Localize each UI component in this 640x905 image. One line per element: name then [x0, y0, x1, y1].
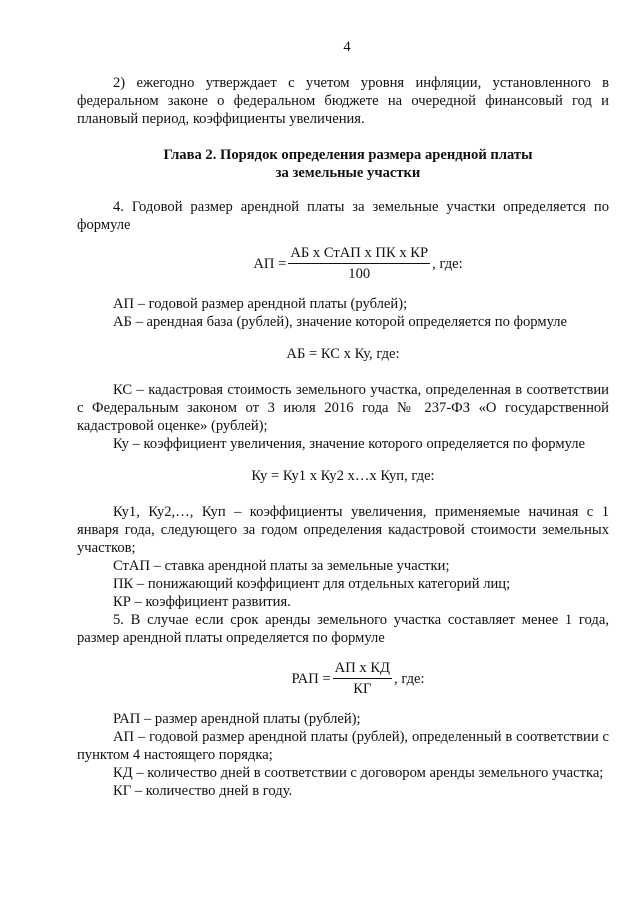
chapter-title-line-1: Глава 2. Порядок определения размера арендной платы: [163, 147, 533, 163]
chapter-title-line-2: за земельные участки: [275, 165, 421, 181]
chapter-title: [87, 146, 609, 182]
definition-kd: КД – количество дней в соответствии с договором аренды земельного участка;: [113, 765, 604, 781]
formula-ap-tail: , где:: [432, 255, 463, 272]
definition-pk: ПК – понижающий коэффициент для отдельных категорий лиц;: [113, 576, 511, 592]
definition-ap: АП – годовой размер арендной платы (рублей);: [113, 296, 408, 312]
page-number: 4: [343, 39, 351, 55]
formula-rap-fraction: [333, 659, 392, 698]
definition-ab: АБ – арендная база (рублей), значение которой определяется по формуле: [113, 314, 568, 330]
formula-ap-lhs: АП =: [253, 255, 287, 272]
formula-rap-lhs: РАП =: [291, 670, 331, 687]
formula-rap-numerator: АП х КД: [333, 659, 392, 679]
definition-stap: СтАП – ставка арендной платы за земельные участки;: [113, 558, 450, 574]
definition-ks: КС – кадастровая стоимость земельного участка, определенная в соответствии с Федеральным законом от 3 июля 2016 года № 237-ФЗ «О государственной кадастровой оценке» (рублей);: [77, 382, 609, 434]
page-content: [77, 38, 609, 800]
paragraph-4: 4. Годовой размер арендной платы за земельные участки определяется по формуле: [77, 199, 609, 233]
formula-ku: Ку = Ку1 х Ку2 х…х Куп, где:: [251, 468, 435, 484]
definition-kr: КР – коэффициент развития.: [113, 594, 291, 610]
formula-rap-tail: , где:: [394, 670, 425, 687]
formula-rap-denominator: КГ: [353, 681, 372, 697]
paragraph-5: 5. В случае если срок аренды земельного участка составляет менее 1 года, размер арендной платы определяется по формуле: [77, 612, 609, 646]
formula-ap: [107, 244, 609, 283]
formula-ap-denominator: 100: [348, 266, 371, 282]
definition-kg: КГ – количество дней в году.: [113, 783, 293, 799]
definition-ap-2: АП – годовой размер арендной платы (рублей), определенный в соответствии с пунктом 4 настоящего порядка;: [77, 729, 609, 763]
formula-ap-fraction: [288, 244, 430, 283]
formula-ap-numerator: АБ х СтАП х ПК х КР: [288, 244, 430, 264]
formula-rap: [107, 659, 609, 698]
paragraph-2: 2) ежегодно утверждает с учетом уровня инфляции, установленного в федеральном законе о федеральном бюджете на очередной финансовый год и плановый период, коэффициенты увеличения.: [77, 75, 609, 127]
definition-ku: Ку – коэффициент увеличения, значение которого определяется по формуле: [113, 436, 586, 452]
definition-rap: РАП – размер арендной платы (рублей);: [113, 711, 361, 727]
definition-ku-items: Ку1, Ку2,…, Куп – коэффициенты увеличения, применяемые начиная с 1 января года, следующего за годом определения кадастровой стоимости земельных участков;: [77, 504, 609, 556]
formula-ab: АБ = КС х Ку, где:: [286, 346, 400, 362]
